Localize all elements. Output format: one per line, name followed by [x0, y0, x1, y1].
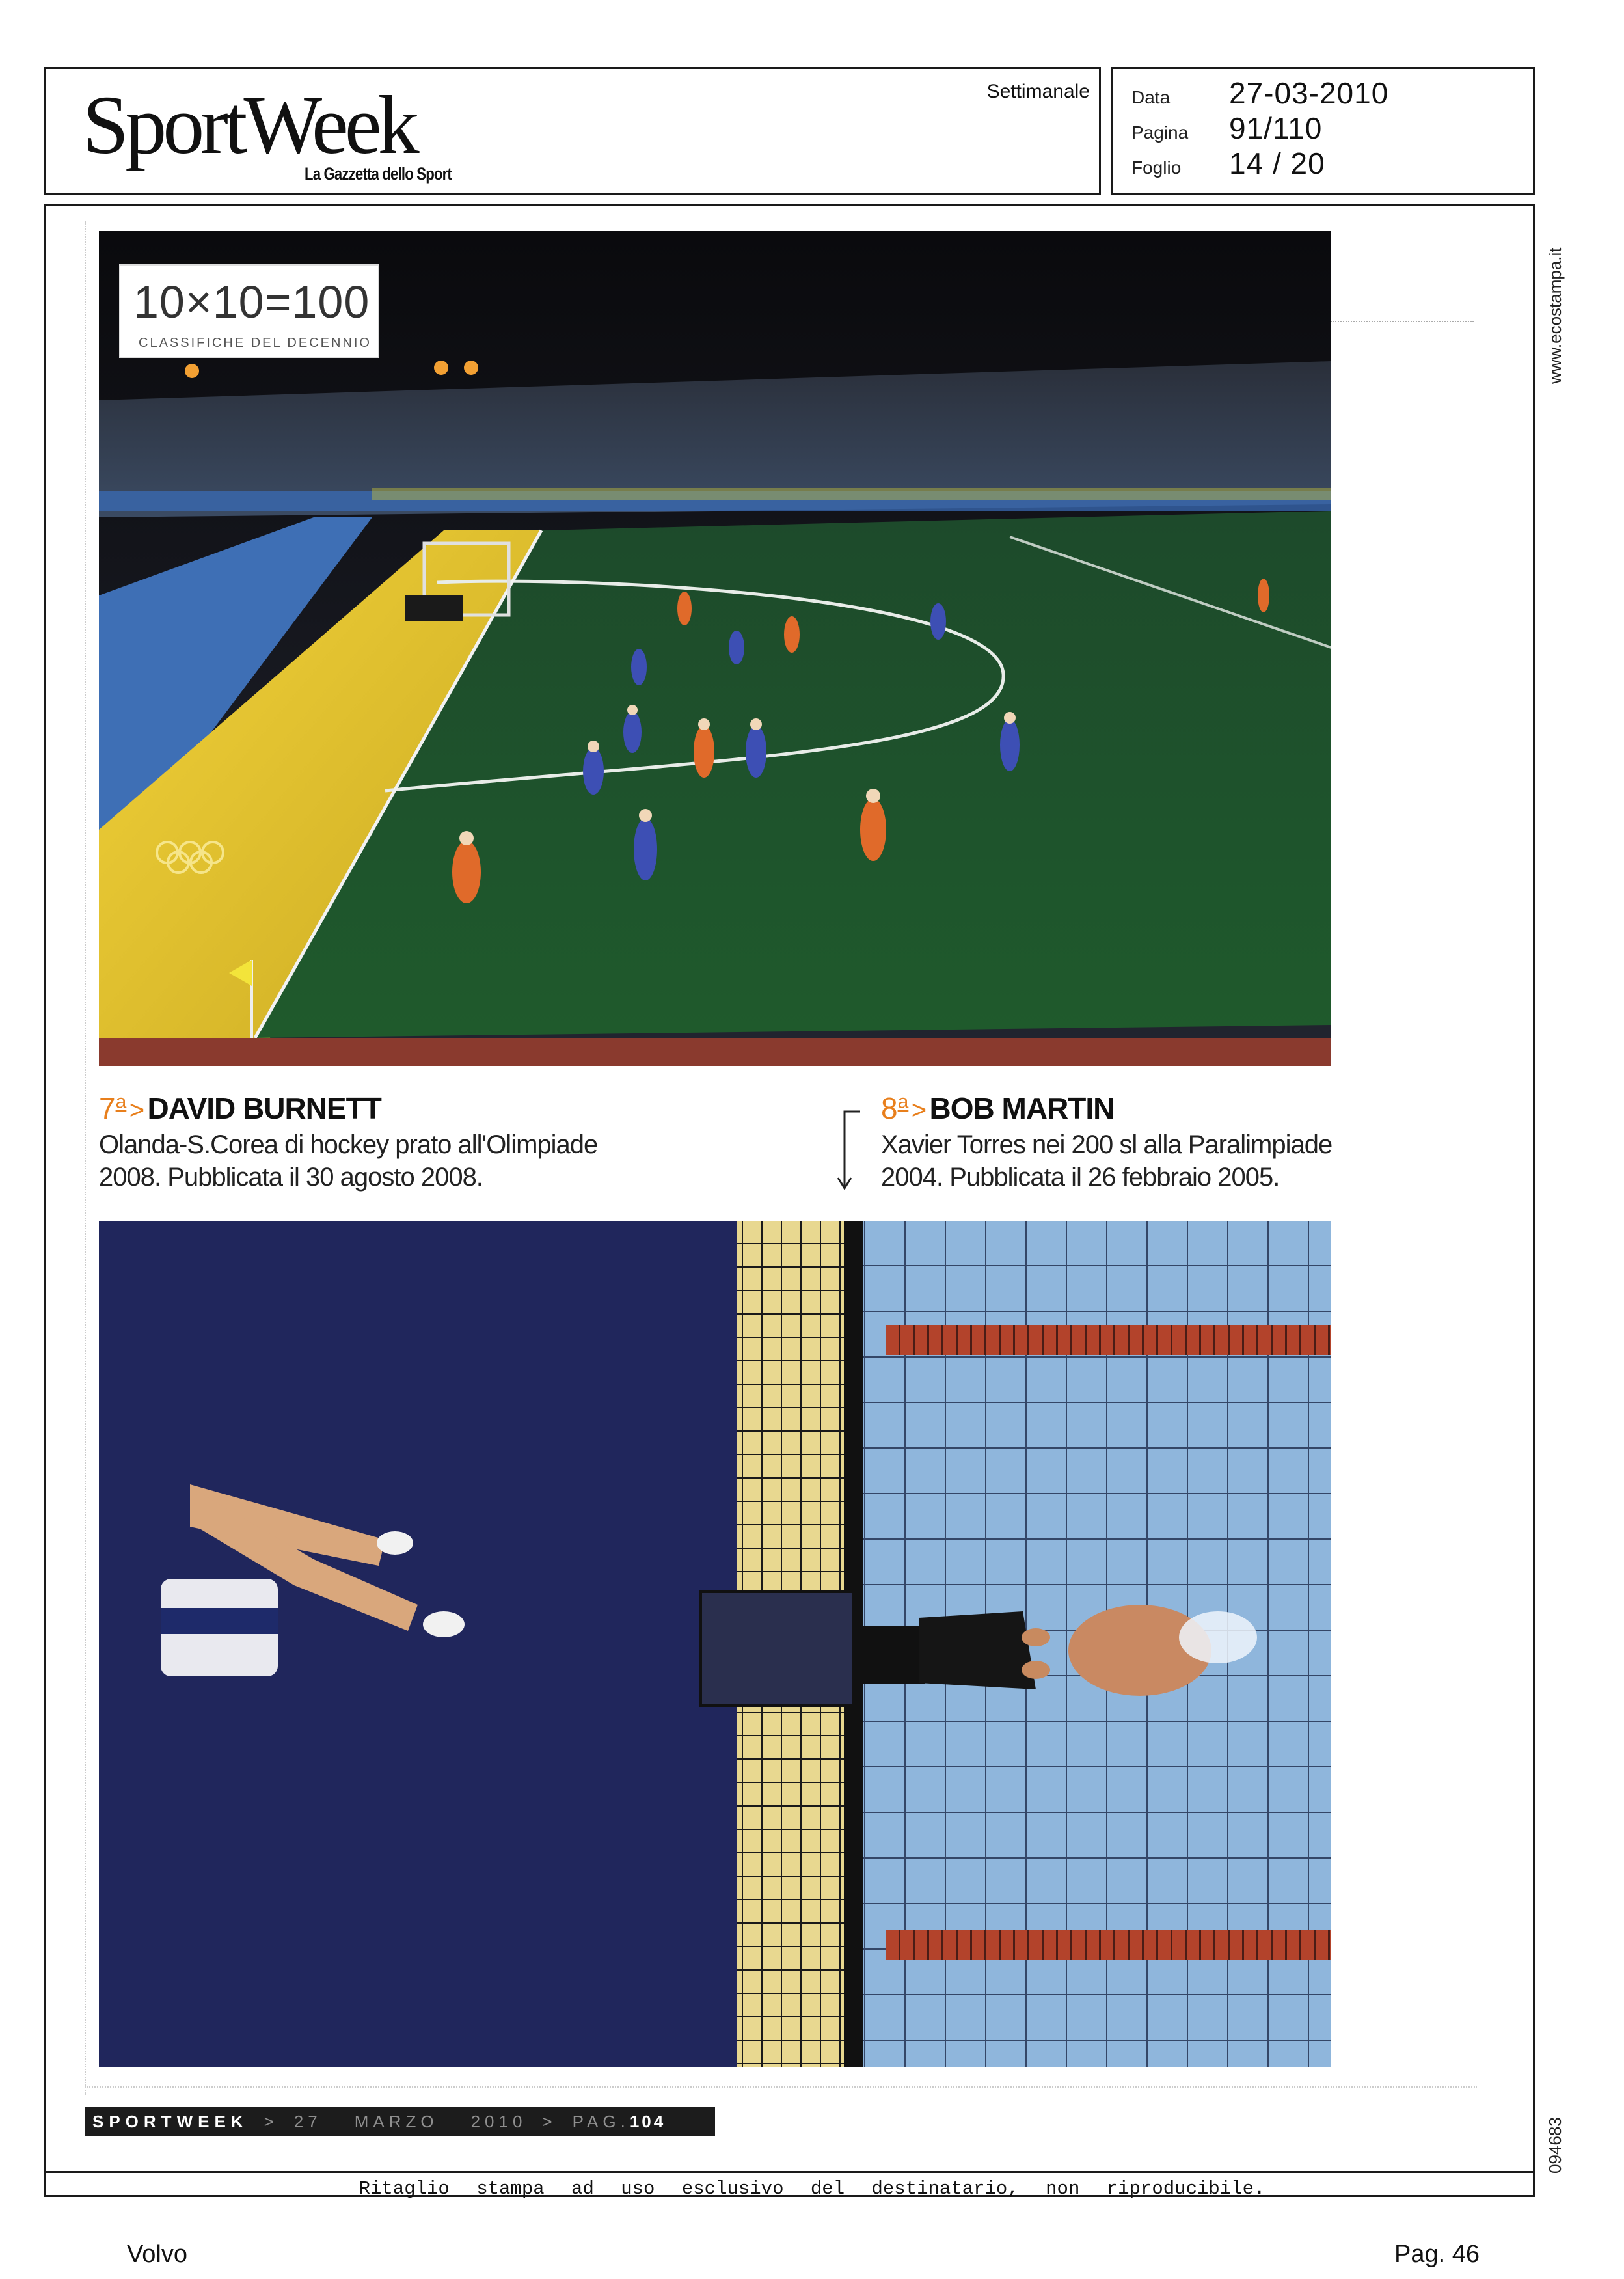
reproduction-notice: Ritaglio stampa ad uso esclusivo del destinatario, non riproducibile. [359, 2178, 1265, 2200]
caption-rank: 7$^a$ [99, 1091, 127, 1125]
meta-row-sheet [1131, 146, 1325, 181]
strip-separator: > [542, 2111, 557, 2131]
issue-meta-box [1111, 67, 1535, 195]
photographer-name: DAVID BURNETT [147, 1091, 381, 1125]
strip-month: MARZO [354, 2111, 439, 2131]
strip-year: 2010 [470, 2111, 527, 2131]
badge-title: 10×10=100 [133, 277, 370, 327]
side-url-text: www.ecostampa.it [1545, 247, 1565, 384]
meta-label: Data [1131, 87, 1171, 107]
badge-subtitle: CLASSIFICHE DEL DECENNIO [139, 336, 372, 350]
page-trim-guide [85, 221, 86, 2095]
issue-footer-strip [85, 2107, 715, 2136]
ranking-badge [119, 264, 379, 358]
strip-separator: > [264, 2111, 278, 2131]
frame-divider [44, 2171, 1535, 2173]
masthead-box [44, 67, 1101, 195]
swimming-photo [99, 1221, 1331, 2067]
caption-line: 2004. Pubblicata il 26 febbraio 2005. [881, 1163, 1280, 1192]
strip-brand: SPORTWEEK [92, 2111, 249, 2131]
caption-text [881, 1128, 1332, 1194]
meta-value: 27-03-2010 [1229, 76, 1389, 110]
caption-8 [881, 1091, 1332, 1194]
meta-value: 14 / 20 [1229, 146, 1325, 180]
client-name: Volvo [127, 2241, 187, 2268]
meta-label: Pagina [1131, 122, 1189, 143]
meta-label: Foglio [1131, 157, 1182, 178]
meta-value: 91/110 [1229, 111, 1323, 145]
caption-rank: 8$^a$ [881, 1091, 909, 1125]
caption-line: Olanda-S.Corea di hockey prato all'Olimpiade [99, 1130, 598, 1159]
publication-logo: SportWeek [83, 79, 416, 171]
publication-parent-logo: La Gazzetta dello Sport [304, 164, 452, 184]
strip-page-label: PAG. [572, 2111, 630, 2131]
meta-row-page [1131, 111, 1322, 146]
strip-day: 27 [293, 2111, 322, 2131]
page-number: Pag. 46 [1394, 2241, 1480, 2268]
caption-text [99, 1128, 597, 1194]
periodicity-label: Settimanale [986, 81, 1090, 102]
swimming-scene-illustration [99, 1221, 1331, 2067]
down-arrow-icon [835, 1110, 861, 1191]
page-trim-guide [1331, 321, 1474, 322]
photographer-name: BOB MARTIN [929, 1091, 1115, 1125]
caption-line: Xavier Torres nei 200 sl alla Paralimpiade [881, 1130, 1333, 1159]
page-trim-guide [85, 2086, 1477, 2088]
caption-7 [99, 1091, 597, 1194]
caption-arrow: > [129, 1096, 145, 1125]
caption-arrow: > [911, 1096, 927, 1125]
side-code-text: 094683 [1545, 2117, 1565, 2174]
caption-line: 2008. Pubblicata il 30 agosto 2008. [99, 1163, 483, 1192]
hockey-photo [99, 231, 1331, 1066]
meta-row-date [1131, 75, 1388, 111]
strip-page-number: 104 [629, 2111, 666, 2131]
